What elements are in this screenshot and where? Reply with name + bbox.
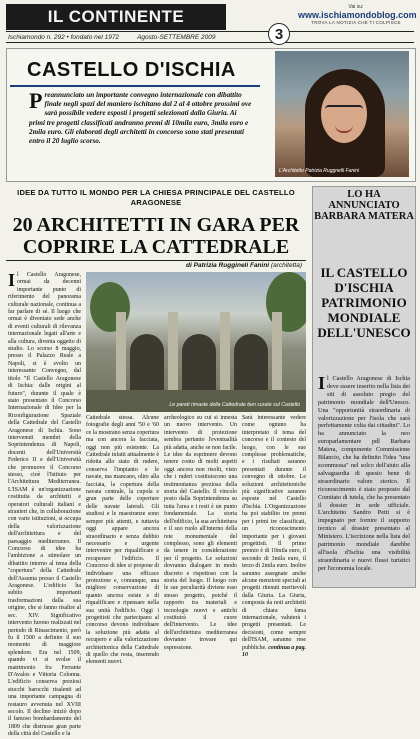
page-number: 3	[268, 23, 290, 45]
unesco-sidebar	[312, 186, 416, 588]
portrait-glasses	[325, 105, 363, 115]
ruin-arch	[130, 334, 164, 392]
ground	[86, 390, 306, 412]
continued-note: continua a pag. 10	[242, 644, 306, 658]
site-vai-label: Vai su:	[348, 4, 364, 10]
castello-feature-box	[6, 48, 416, 182]
article-column-1	[8, 272, 81, 739]
photo-caption: Le pareti rimaste della Cattedrale ben curate sul Castello	[169, 402, 300, 408]
dropcap: P	[29, 88, 43, 113]
architect-portrait-photo	[275, 51, 409, 177]
site-tagline: TROVA LA NOTIZIA CHE TI COLPISCE	[311, 20, 401, 25]
ruin-pillar	[116, 312, 126, 392]
site-promo[interactable]	[298, 4, 417, 30]
ruin-pillar	[220, 312, 230, 392]
newspaper-logo	[6, 4, 226, 30]
column-text: Sarà interessante vedere come ognuno ha interpretato il tema del concorso e il contesto del luogo, con le sue complesse problematiche, e i risultati saranno presentati durante il convegno di ottobre. Le soluzioni architettoniche più significative saranno esposte nel Castello d'Ischia. L'Organizzazione ha poi stabilito tre premi per i primi tre classificati, un riconoscimento importante per i giovani progettisti. Il primo premio è di 10mila euro, il secondo di 3mila euro, il terzo di 2mila euro. Inoltre saranno assegnate anche alcune menzioni speciali ai progetti ritenuti meritevoli dalla Giuria. La Giuria, composta da noti architetti di chiara fama internazionale, valuterà i progetti presentati. Le decisioni, come sempre dell'ISAM, saranno rese pubbliche.	[242, 415, 306, 651]
portrait-caption: L'Architetto Patrizia Ruggnelli Fanini	[279, 168, 360, 174]
issue-date: Agosto-SETTEMBRE 2009	[137, 33, 216, 41]
edition-text: Ischiamondo n. 292 • fondato nel 1972	[8, 33, 120, 41]
article-subheadline: IDEE DA TUTTO IL MONDO PER LA CHIESA PRINCIPALE DEL CASTELLO ARAGONESE	[17, 188, 295, 207]
ruin-pillar	[272, 312, 282, 392]
logo-text: IL CONTINENTE	[47, 7, 185, 26]
article-column-4	[242, 415, 306, 659]
sidebar-heading: LO HA ANNUNCIATO BARBARA MATERA	[314, 189, 414, 222]
ruin-arch	[234, 334, 268, 392]
castello-intro	[29, 88, 254, 146]
column-text: l Castello Aragonese, ormai da decenni importante punto di riferimento del panorama culturale nazionale, continua a far parlare di sé. Il luogo che ormai è diventato sede anche di eventi culturali di rilevanza internazionale legati all'arte e alla cultura, diventa oggetto di studio. Lo scorso 8 maggio, presso il Palazzo Reale a Napoli, si è svolto un interessante Convegno, dal titolo "Il Castello Aragonese di Ischia: dalle origini al futuro", durante il quale è stato presentato il Concorso Internazionale di Idee per la Riconfigurazione Spaziale della Cattedrale del Castello Aragonese di Ischia. Sono intervenuti membri della Soprintendenza di Napoli, docenti dell'Università Federico II e dell'Università che promuove il Concorso stesso, cioè l'Istituto per l'Architettura Mediterranea. L'ISAM è un'organizzazione costituita da architetti e operatori culturali italiani e stranieri che, in collaborazione con varie istituzioni, si occupa della valorizzazione dell'architettura e del paesaggio mediterraneo. Il Concorso di idee ha l'ambizione a stimolare un dibattito intorno al tema della "copertura" della Cattedrale dell'Assunta presso il Castello Aragonese. L'edificio ha subito importanti trasformazioni dalla sua origine, che si fanno risalire al sec. XIV. Significativo intervento furono realizzati nel periodo di Rinascimento, però fu il 1500 a definire il suo momento di maggiore splendore. Era nel 1509, quando vi si svolse il matrimonio fra Ferrante D'Avalos e Vittoria Colonna. L'edificio conserva preziosi stucchi barocchi risalenti ad una importante campagna di restauro avvenuta nel XVIII secolo. Il declino iniziò dopo il famoso bombardamento del 1809 che distrusse gran parte della città del Castello e la	[8, 272, 81, 738]
edition-bar	[6, 25, 414, 43]
article-headline: 20 ARCHITETTI IN GARA PER COPRIRE LA CATTEDRALE	[12, 214, 300, 258]
column-text: archeologico su cui si innesta un nuovo intervento. Un intervento di protezione sembra pertanto l'eventualità più adatta, anche se non facile. Le idee da esprimere devono tenere conto di molti aspetti oggi ancora non risolti, visto che i ruderi costituiscono una testimonianza preziosa della storia del Castello. Il vincolo posto dalla Soprintendenza su tutta l'area e i resti è un punto fondamentale. La storia dell'edificio, la sua architettura e il suo ruolo all'interno della rete monumentale del complesso, sono gli elementi da tenere in considerazione per il progetto. Le soluzioni dovranno dialogare in modo discreto e rispettoso con la storia del luogo. Il luogo con le sue peculiarità diviene esso stesso progetto, poiché il rapporto tra materiali e tecnologie nuovi e antichi costituirà il cuore dell'intervento. Le idee dell'architettura mediterranea dovranno trovare qui espressione.	[164, 415, 237, 651]
byline-row	[6, 260, 306, 269]
article-column-3	[164, 415, 237, 652]
byline	[186, 262, 302, 269]
ruin-pillar	[168, 312, 178, 392]
sidebar-text	[318, 375, 410, 573]
sidebar-body: l Castello Aragonese di Ischia deve essere inserito nella lista dei siti di assoluto pregio del patrimonio mondiale dell'Unesco. Una "opportunità straordinaria di valorizzazione per l'isola che sarà perfettamente colta dai cittadini". Lo ha annunciato la neo europarlamentare pdl Barbara Matera, componente Commissione Bilancio, che ha definito l'idea "una scommessa" nel solco dell'aiuto alla salvaguardia di questo bene di straordinario valore storico. Il riconoscimento è stato proposto dal Comitato di tutela, che ha presentato il dossier in sede ufficiale. L'architetto Sandro Petti si è impegnato per fornire il supporto tecnico al dossier presentato al Ministero. L'iscrizione nella lista del patrimonio mondiale darebbe all'isola d'Ischia una visibilità straordinaria e nuovi flussi turistici per l'economia locale.	[318, 375, 411, 572]
dropcap: I	[8, 270, 16, 290]
castello-intro-text: reannunciato un importante convegno internazionale con dibattito finale negli spazi del maniero ischitano dal 2 al 4 ottobre prossimi ove sarà possibile vedere esposti i progetti selezionati dalla Giuria. Ai primi tre progetti classificati andranno premi di 10mila euro, 3mila euro e 2mila euro. Gli elaborati degli architetti in concorso sono stati presentati entro il 20 luglio scorso.	[29, 91, 252, 146]
title-rule	[10, 85, 260, 87]
sidebar-title: IL CASTELLO D'ISCHIA PATRIMONIO MONDIALE DELL'UNESCO	[317, 265, 411, 340]
dropcap: I	[318, 373, 326, 393]
byline-role: (architetta)	[270, 262, 302, 269]
ruin-arch	[182, 334, 216, 392]
site-url-link[interactable]: www.ischiamondoblog.com	[298, 10, 417, 20]
castello-title: CASTELLO D'ISCHIA	[27, 59, 236, 81]
article-column-2	[86, 415, 159, 667]
cathedral-photo	[86, 272, 306, 412]
byline-author: di Patrizia Ruggineli Fanini	[186, 262, 270, 269]
column-text: Cattedrale stessa. Alcune fotografie degli anni '50 e '60 ce la mostrano senza copertura ma con ancora la facciata, oggi non più esistente. La Cattedrale infatti attualmente è ridotta allo stato di rudere, conserva l'impianto e le navate, ma mancano, oltre alla facciata, la copertura della navata centrale, la cupola e gran parte delle coperture delle navate laterali. Gli studiosi e le maestranze sono sempre più attenti, e tuttavia oggi appare ancora straordinario e senza dubbio necessario e urgente intervenire per riqualificare e recuperare l'edificio. Il Concorso di idee si propone di individuare una efficace protezione e, comunque, una migliore conservazione di quanto ancora esiste e di riqualificare e ripensare nella sua unità l'edificio. Oggi i progettisti che partecipano al concorso devono individuare la soluzione più adatta al recupero e alla valorizzazione architettonica della Cattedrale di quello che resta, inserendo elementi nuovi.	[86, 415, 159, 666]
